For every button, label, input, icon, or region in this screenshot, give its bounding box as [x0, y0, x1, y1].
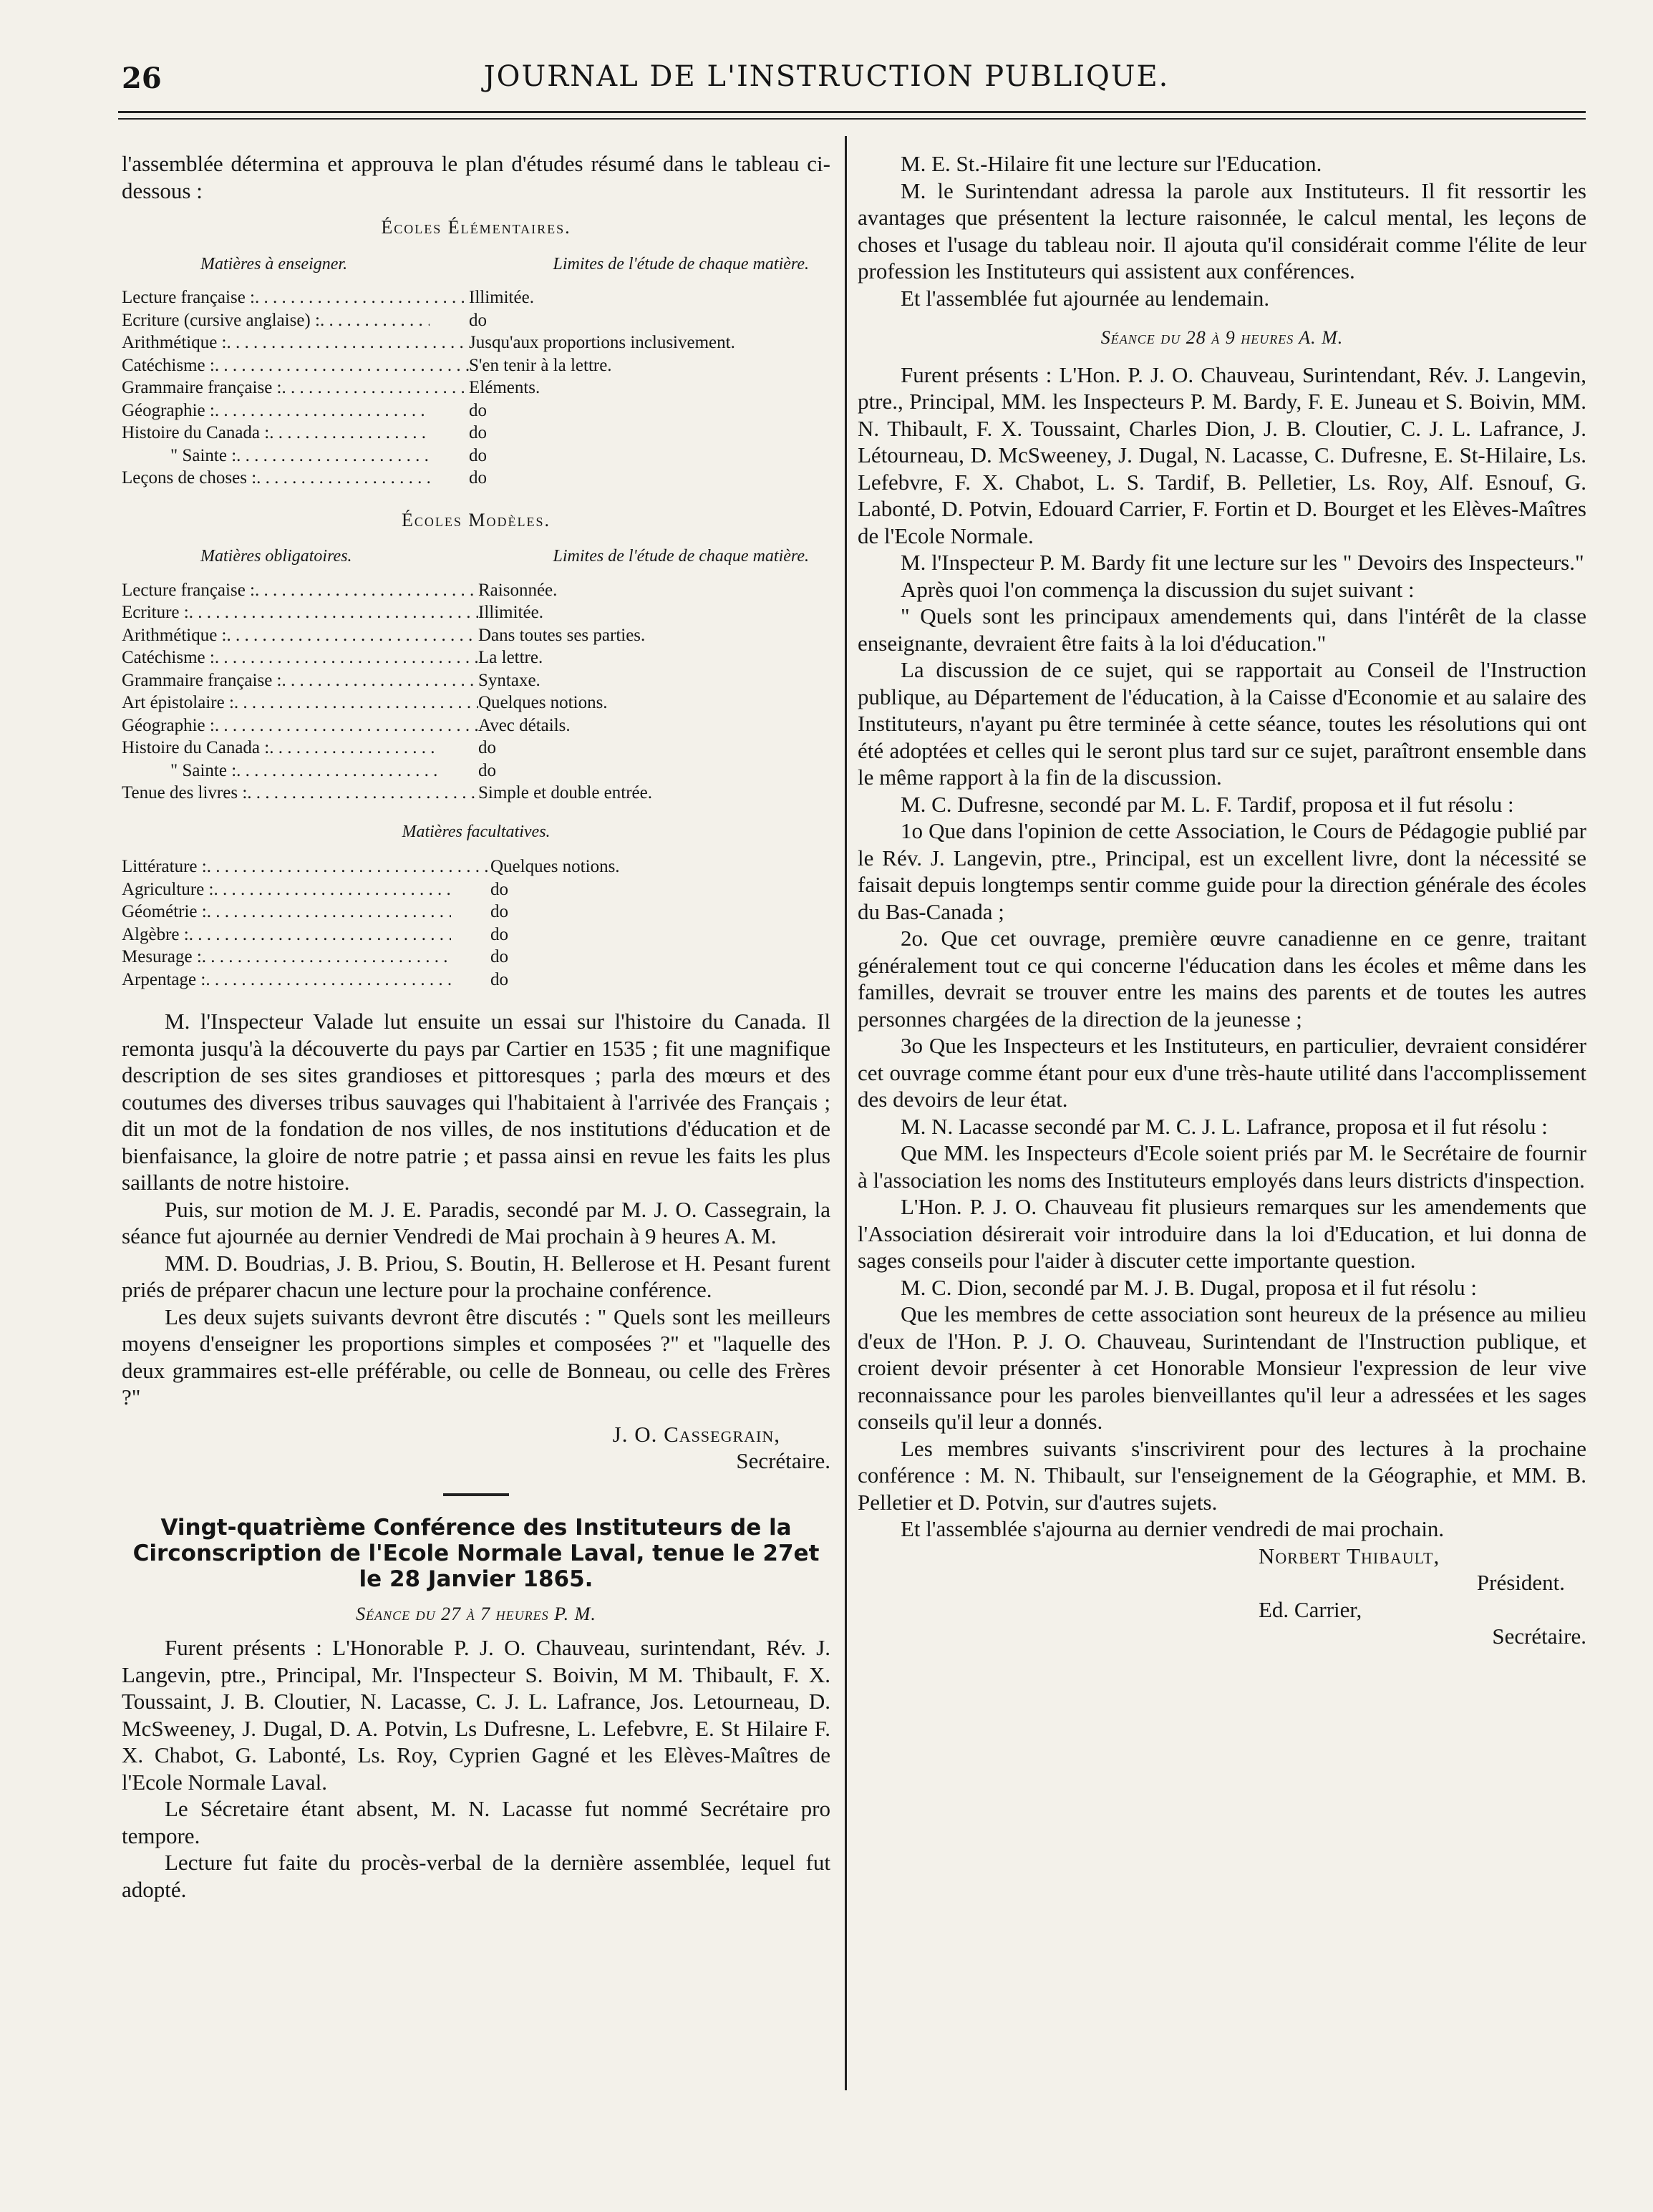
limit-cell: Eléments. [469, 378, 541, 397]
subject-cell: Catéchisme : [122, 355, 215, 375]
elementary-col1-header: Matières à enseigner. [200, 254, 348, 273]
table-row [122, 354, 830, 377]
body-paragraph: M. l'Inspecteur Valade lut ensuite un essai sur l'histoire du Canada. Il remonta jusqu'à la découverte du pays par Cartier en 1535 ; fit une magnifique description de ses sites grandioses et pittoresques ; parla des mœurs et des coutumes des diverses tribus sauvages qui l'habitaient à l'arrivée des Français ; dit un mot de la fondation de nos villes, de nos institutions d'éducation et de bienfaisance, la gloire de notre patrie ; et passa ainsi en revue les faits les plus saillants de notre histoire. [122, 1009, 830, 1195]
limit-cell: Quelques notions. [490, 857, 620, 876]
table-row [122, 467, 830, 490]
limit-cell: do [469, 400, 487, 420]
model-col2-header: Limites de l'étude de chaque matière. [553, 547, 809, 566]
body-paragraph: Les membres suivants s'inscrivirent pour des lectures à la prochaine conférence : M. N. Thibault, sur l'enseignement de la Géographie, et MM. B. Pelletier et D. Potvin, sur d'autres sujets. [858, 1435, 1586, 1515]
limit-cell: do [478, 760, 496, 780]
limit-cell: Quelques notions. [478, 693, 608, 712]
body-paragraph: Après quoi l'on commença la discussion du sujet suivant : [901, 576, 1415, 602]
limit-cell: do [469, 445, 487, 465]
page-number: 26 [122, 62, 162, 95]
body-paragraph: " Quels sont les principaux amendements qui, dans l'intérêt de la classe enseignante, devraient être faits à la loi d'éducation." [858, 603, 1586, 656]
limit-cell: Avec détails. [478, 715, 571, 735]
section-separator [443, 1493, 509, 1496]
table-row [122, 286, 830, 309]
table-row [122, 901, 830, 923]
limit-cell: do [469, 468, 487, 487]
body-paragraph: Lecture fut faite du procès-verbal de la dernière assemblée, lequel fut adopté. [122, 1850, 830, 1902]
subject-cell: Leçons de choses : [122, 468, 257, 487]
body-paragraph: Le Sécretaire étant absent, M. N. Lacasse fut nommé Secrétaire pro tempore. [122, 1796, 830, 1848]
limit-cell: La lettre. [478, 648, 543, 667]
subject-cell: Catéchisme : [122, 648, 215, 667]
limit-cell: do [478, 738, 496, 757]
table-row [122, 714, 830, 737]
limit-cell: Illimitée. [478, 603, 543, 622]
subject-cell: Arithmétique : [122, 625, 227, 645]
table-row [122, 579, 830, 602]
header-rule-top [118, 111, 1586, 113]
body-paragraph: M. C. Dion, secondé par M. J. B. Dugal, proposa et il fut résolu : [901, 1274, 1478, 1300]
model-schools-heading: Écoles Modèles. [402, 509, 551, 530]
table-row [122, 445, 830, 467]
optional-table [122, 855, 830, 991]
limit-cell: do [490, 947, 508, 966]
subject-cell: Géographie : [122, 715, 215, 735]
table-row [122, 855, 830, 878]
elementary-col2-header: Limites de l'étude de chaque matière. [553, 254, 809, 273]
limit-cell: do [490, 969, 508, 989]
body-paragraph: Puis, sur motion de M. J. E. Paradis, secondé par M. J. O. Cassegrain, la séance fut ajournée au dernier Vendredi de Mai prochain à 9 heures A. M. [122, 1196, 830, 1248]
seance-heading: Séance du 27 à 7 heures P. M. [356, 1603, 596, 1624]
body-paragraph: Et l'assemblée s'ajourna au dernier vendredi de mai prochain. [901, 1516, 1445, 1541]
subject-cell: Arpentage : [122, 969, 206, 989]
president-signature-title: Président. [1476, 1570, 1565, 1595]
subject-cell: " Sainte : [170, 760, 237, 780]
table-row [122, 946, 830, 969]
body-paragraph: L'Hon. P. J. O. Chauveau fit plusieurs remarques sur les amendements que l'Association désirerait voir introduire dans la loi d'Education, et lui donna de sages conseils pour l'aider à discuter cette importante question. [858, 1194, 1586, 1273]
subject-cell: " Sainte : [170, 445, 237, 465]
subject-cell: Ecriture : [122, 603, 189, 622]
body-paragraph: M. C. Dufresne, secondé par M. L. F. Tardif, proposa et il fut résolu : [901, 791, 1514, 817]
subject-cell: Histoire du Canada : [122, 738, 270, 757]
seance-heading: Séance du 28 à 9 heures A. M. [1100, 327, 1344, 348]
secretary-signature-title: Secrétaire. [1492, 1624, 1586, 1649]
table-row [122, 377, 830, 399]
body-paragraph: Que les membres de cette association sont heureux de la présence au milieu d'eux de l'Hon. P. J. O. Chauveau, Surintendant de l'Instruction publique, et croient devoir présenter à cet Honorable Monsieur l'expression de leur vive reconnaissance pour les paroles bienveillantes qu'il leur a adressées et les sages conseils qu'il leur a donnés. [858, 1301, 1586, 1434]
subject-cell: Grammaire française : [122, 670, 282, 690]
intro-paragraph: l'assemblée détermina et approuva le plan d'études résumé dans le tableau ci-dessous : [122, 151, 830, 203]
column-divider [845, 136, 847, 2090]
limit-cell: Syntaxe. [478, 670, 541, 690]
subject-cell: Arithmétique : [122, 333, 227, 352]
limit-cell: do [490, 879, 508, 899]
body-paragraph: Et l'assemblée fut ajournée au lendemain. [901, 285, 1270, 311]
body-paragraph: M. le Surintendant adressa la parole aux Instituteurs. Il fit ressortir les avantages que présentent la lecture raisonnée, le calcul mental, les leçons de choses et l'usage du tableau noir. Il ajouta qu'il considérait comme l'élite de leur profession les Instituteurs qui assistent aux conférences. [858, 178, 1586, 283]
subject-cell: Mesurage : [122, 947, 202, 966]
subject-cell: Ecriture (cursive anglaise) : [122, 310, 320, 330]
subject-cell: Histoire du Canada : [122, 423, 270, 442]
table-row [122, 969, 830, 991]
body-paragraph: M. N. Lacasse secondé par M. C. J. L. Lafrance, proposa et il fut résolu : [901, 1113, 1548, 1139]
signature-title: Secrétaire. [736, 1448, 830, 1473]
elementary-column-headers [122, 251, 830, 278]
subject-cell: Grammaire française : [122, 378, 282, 397]
body-paragraph: M. E. St.-Hilaire fit une lecture sur l'Education. [901, 151, 1322, 176]
subject-cell: Agriculture : [122, 879, 214, 899]
secretary-signature-name: Ed. Carrier, [1259, 1596, 1362, 1622]
subject-cell: Lecture française : [122, 288, 255, 307]
subject-cell: Géographie : [122, 400, 215, 420]
body-paragraph: Les deux sujets suivants devront être discutés : " Quels sont les meilleurs moyens d'enseigner les proportions simples et composées ?" et "laquelle des deux grammaires est-elle préférable, ou celle de Bonneau, ou celle des Frères ?" [122, 1304, 830, 1410]
table-row [122, 646, 830, 669]
limit-cell: Dans toutes ses parties. [478, 625, 646, 645]
limit-cell: Simple et double entrée. [478, 783, 652, 802]
subject-cell: Algèbre : [122, 924, 189, 944]
president-signature-name: Norbert Thibault, [1259, 1543, 1440, 1568]
elementary-schools-heading: Écoles Élémentaires. [381, 217, 571, 238]
table-row [122, 782, 830, 805]
body-paragraph: Que MM. les Inspecteurs d'Ecole soient priés par M. le Secrétaire de fournir à l'association les noms des Instituteurs employés dans leurs districts d'inspection. [858, 1140, 1586, 1193]
body-paragraph: 2o. Que cet ouvrage, première œuvre canadienne en ce genre, traitant généralement tout ce qui concerne l'éducation dans les écoles et même dans les familles, devrait se trouver entre les mains des parents et de toutes les autres personnes chargées de la direction de la jeunesse ; [858, 926, 1586, 1032]
table-row [122, 309, 830, 332]
table-row [122, 601, 830, 624]
limit-cell: do [469, 310, 487, 330]
body-paragraph: Furent présents : L'Honorable P. J. O. Chauveau, surintendant, Rév. J. Langevin, ptre., Principal, Mr. l'Inspecteur S. Boivin, M M. Thibault, F. X. Toussaint, J. B. Cloutier, N. Lacasse, C. J. L. Lafrance, Jos. Letourneau, D. McSweeney, J. Dugal, D. A. Potvin, Ls Dufresne, L. Lefebvre, E. St Hilaire F. X. Chabot, G. Labonté, Ls. Roy, Cyprien Gagné et les Elèves-Maîtres de l'Ecole Normale Laval. [122, 1635, 830, 1795]
subject-cell: Tenue des livres : [122, 783, 248, 802]
model-column-headers [122, 543, 830, 571]
table-row [122, 399, 830, 422]
model-col1-header: Matières obligatoires. [200, 547, 352, 566]
body-paragraph: Furent présents : L'Hon. P. J. O. Chauveau, Surintendant, Rév. J. Langevin, ptre., Principal, MM. les Inspecteurs P. M. Bardy, F. E. Juneau et S. Boivin, MM. N. Thibault, F. X. Toussaint, Charles Dion, J. B. Cloutier, C. J. L. Lafrance, J. Létourneau, D. McSweeney, J. Dugal, N. Lacasse, C. Dufresne, E. St-Hilaire, Ls. Lefebvre, F. X. Chabot, L. S. Tardif, B. Pelletier, Ls. Roy, Alf. Esnouf, G. Labonté, D. Potvin, Edouard Carrier, F. Fortin et D. Bourget et les Elèves-Maîtres de l'Ecole Normale. [858, 362, 1586, 548]
body-paragraph: M. l'Inspecteur P. M. Bardy fit une lecture sur les " Devoirs des Inspecteurs." [901, 550, 1584, 575]
table-row [122, 422, 830, 445]
table-row [122, 669, 830, 692]
limit-cell: Raisonnée. [478, 580, 558, 600]
body-paragraph: MM. D. Boudrias, J. B. Priou, S. Boutin, H. Bellerose et H. Pesant furent priés de préparer chacun une lecture pour la prochaine conférence. [122, 1250, 830, 1302]
table-row [122, 692, 830, 714]
limit-cell: do [469, 423, 487, 442]
table-row [122, 878, 830, 901]
limit-cell: do [490, 924, 508, 944]
optional-subjects-heading: Matières facultatives. [402, 822, 551, 841]
conference-title: Vingt-quatrième Conférence des Instituteurs de la Circonscription de l'Ecole Normale Laval, tenue le 27et le 28 Janvier 1865. [132, 1514, 820, 1592]
subject-cell: Art épistolaire : [122, 693, 234, 712]
table-row [122, 737, 830, 760]
body-paragraph: La discussion de ce sujet, qui se rapportait au Conseil de l'Instruction publique, au Département de l'éducation, à la Caisse d'Economie et au salaire des Instituteurs, n'ayant pu être terminée à cette séance, toutes les résolutions qui ont été adoptées et celles qui le seront plus tard sur ce sujet, paraîtront ensemble dans le même rapport à la fin de la discussion. [858, 657, 1586, 790]
subject-cell: Géométrie : [122, 902, 207, 921]
elementary-table [122, 286, 830, 490]
subject-cell: Littérature : [122, 857, 207, 876]
left-column [122, 150, 830, 1903]
subject-cell: Lecture française : [122, 580, 255, 600]
table-row [122, 760, 830, 782]
table-row [122, 923, 830, 946]
table-row [122, 624, 830, 647]
header-rule-bottom [118, 118, 1586, 120]
limit-cell: S'en tenir à la lettre. [469, 355, 612, 375]
signature-name: J. O. Cassegrain, [612, 1421, 780, 1447]
table-row [122, 331, 830, 354]
right-column [858, 150, 1586, 1650]
body-paragraph: 1o Que dans l'opinion de cette Association, le Cours de Pédagogie publié par le Rév. J. Langevin, ptre., Principal, est un excellent livre, dont la nécessité se faisait depuis longtemps sentir comme guide pour la direction générale des écoles du Bas-Canada ; [858, 818, 1586, 924]
model-table [122, 579, 830, 805]
running-title: JOURNAL DE L'INSTRUCTION PUBLIQUE. [483, 60, 1170, 93]
limit-cell: Jusqu'aux proportions inclusivement. [469, 333, 735, 352]
limit-cell: do [490, 902, 508, 921]
body-paragraph: 3o Que les Inspecteurs et les Instituteurs, en particulier, devraient considérer cet ouvrage comme étant pour eux d'une très-haute utilité dans l'accomplissement des devoirs de leur état. [858, 1033, 1586, 1112]
limit-cell: Illimitée. [469, 288, 534, 307]
